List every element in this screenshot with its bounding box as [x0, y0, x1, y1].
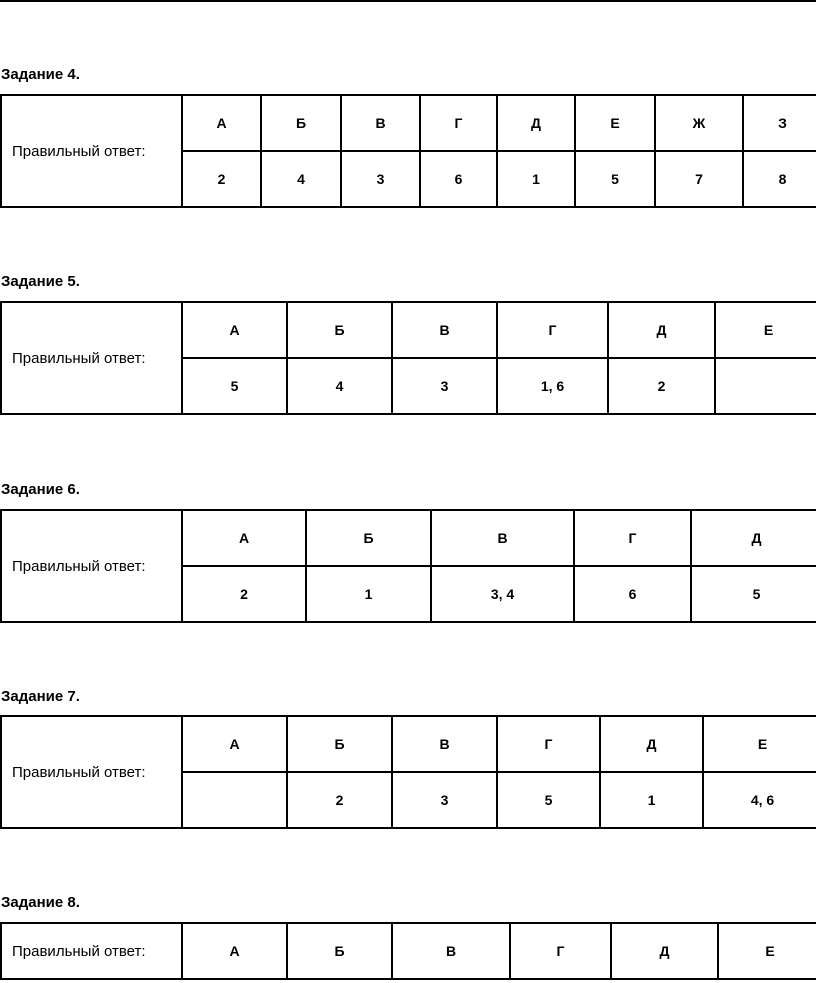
- answer-cell: 1: [497, 151, 575, 207]
- header-cell: Б: [287, 716, 392, 772]
- header-cell: В: [392, 923, 510, 979]
- header-cell: А: [182, 923, 287, 979]
- header-cell: Е: [715, 302, 816, 358]
- answer-cell: 5: [497, 772, 600, 828]
- answer-cell: 5: [182, 358, 287, 414]
- header-cell: Е: [718, 923, 816, 979]
- header-cell: Д: [611, 923, 718, 979]
- answer-cell: 4: [261, 151, 341, 207]
- answer-cell: 1: [306, 566, 431, 622]
- header-cell: Е: [703, 716, 816, 772]
- header-cell: Д: [608, 302, 715, 358]
- answer-table: [0, 301, 816, 415]
- header-cell: Е: [575, 95, 655, 151]
- answer-label: Правильный ответ:: [1, 923, 182, 979]
- answer-cell: 5: [691, 566, 816, 622]
- header-cell: А: [182, 716, 287, 772]
- answer-cell: 6: [420, 151, 497, 207]
- answer-table: [0, 509, 816, 623]
- header-cell: Ж: [655, 95, 743, 151]
- answer-cell: 2: [182, 151, 261, 207]
- answer-cell: 6: [574, 566, 691, 622]
- answer-cell: 3: [392, 772, 497, 828]
- header-cell: Г: [497, 302, 608, 358]
- answer-label: Правильный ответ:: [1, 510, 182, 622]
- answer-cell: [182, 772, 287, 828]
- answer-cell: 2: [608, 358, 715, 414]
- task-title: Задание 6.: [1, 481, 80, 498]
- answer-cell: [715, 358, 816, 414]
- header-cell: В: [431, 510, 574, 566]
- header-cell: Б: [287, 302, 392, 358]
- task-title: Задание 4.: [1, 66, 80, 83]
- task-title: Задание 8.: [1, 894, 80, 911]
- header-cell: Б: [261, 95, 341, 151]
- header-row: [1, 302, 816, 358]
- header-cell: Д: [691, 510, 816, 566]
- answer-cell: 7: [655, 151, 743, 207]
- answer-cell: 3, 4: [431, 566, 574, 622]
- header-cell: В: [392, 716, 497, 772]
- header-cell: А: [182, 302, 287, 358]
- header-row: [1, 923, 816, 979]
- top-rule: [0, 0, 816, 2]
- task-title: Задание 5.: [1, 273, 80, 290]
- header-cell: Б: [306, 510, 431, 566]
- answer-label: Правильный ответ:: [1, 716, 182, 828]
- header-cell: Б: [287, 923, 392, 979]
- answer-cell: 8: [743, 151, 816, 207]
- header-cell: Д: [497, 95, 575, 151]
- header-cell: В: [392, 302, 497, 358]
- header-cell: Д: [600, 716, 703, 772]
- answer-cell: 1, 6: [497, 358, 608, 414]
- answer-cell: 3: [341, 151, 420, 207]
- answer-table: [0, 94, 816, 208]
- answer-cell: 1: [600, 772, 703, 828]
- header-cell: А: [182, 510, 306, 566]
- answer-label: Правильный ответ:: [1, 302, 182, 414]
- answer-cell: 4: [287, 358, 392, 414]
- header-row: [1, 95, 816, 151]
- header-cell: Г: [574, 510, 691, 566]
- answer-cell: 2: [287, 772, 392, 828]
- header-cell: В: [341, 95, 420, 151]
- answer-table: [0, 715, 816, 829]
- header-cell: З: [743, 95, 816, 151]
- answer-label: Правильный ответ:: [1, 95, 182, 207]
- header-cell: А: [182, 95, 261, 151]
- answer-cell: 3: [392, 358, 497, 414]
- header-cell: Г: [497, 716, 600, 772]
- header-row: [1, 510, 816, 566]
- answer-table: [0, 922, 816, 980]
- header-cell: Г: [420, 95, 497, 151]
- header-row: [1, 716, 816, 772]
- answer-cell: 4, 6: [703, 772, 816, 828]
- header-cell: Г: [510, 923, 611, 979]
- answer-cell: 2: [182, 566, 306, 622]
- answer-cell: 5: [575, 151, 655, 207]
- task-title: Задание 7.: [1, 688, 80, 705]
